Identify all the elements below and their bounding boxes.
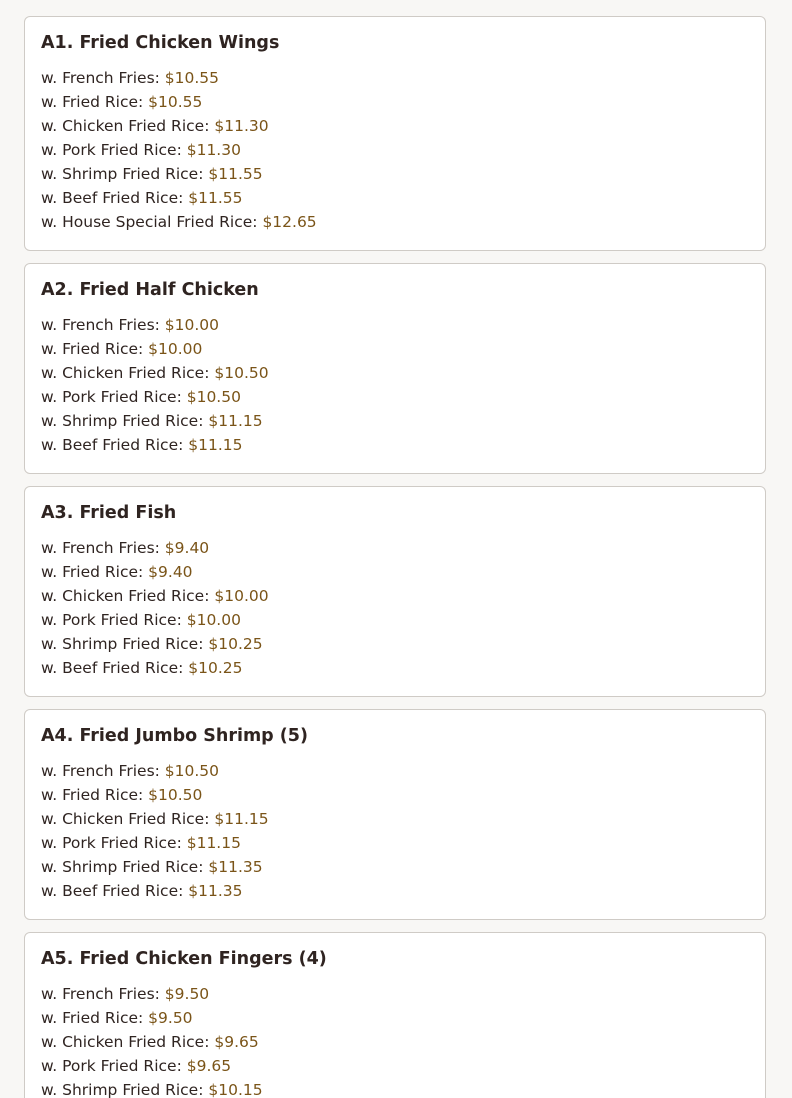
menu-item-card [24, 486, 766, 697]
option-label: w. Pork Fried Rice: [41, 834, 187, 852]
option-label: w. Beef Fried Rice: [41, 659, 189, 677]
option-row [41, 880, 269, 904]
option-price: $10.00 [214, 587, 269, 605]
option-price: $10.00 [186, 611, 241, 629]
menu-item-card [24, 16, 766, 251]
option-label: w. Chicken Fried Rice: [41, 810, 215, 828]
option-row [41, 1079, 263, 1098]
option-list [41, 760, 269, 904]
option-row [41, 163, 317, 187]
option-price: $9.65 [186, 1057, 232, 1075]
option-price: $10.00 [164, 316, 220, 334]
menu-item-card [24, 263, 766, 474]
option-list [41, 537, 269, 681]
option-price: $11.55 [208, 165, 263, 183]
option-label: w. Pork Fried Rice: [41, 1057, 187, 1075]
option-price: $10.50 [186, 388, 241, 406]
option-price: $11.15 [186, 834, 241, 852]
option-price: $10.50 [148, 786, 203, 804]
option-row [41, 139, 317, 163]
option-price: $10.50 [214, 364, 269, 382]
option-price: $9.65 [214, 1033, 259, 1051]
option-label: w. French Fries: [41, 762, 165, 780]
option-row [41, 187, 317, 211]
option-label: w. Shrimp Fried Rice: [41, 1081, 209, 1098]
menu-item-title: A1. Fried Chicken Wings [41, 33, 280, 53]
option-label: w. Beef Fried Rice: [41, 436, 189, 454]
option-price: $9.40 [164, 539, 210, 557]
option-row [41, 314, 269, 338]
option-price: $10.00 [148, 340, 203, 358]
option-price: $11.15 [208, 412, 263, 430]
option-row [41, 1031, 263, 1055]
option-price: $9.50 [148, 1009, 193, 1027]
option-price: $10.55 [148, 93, 203, 111]
option-label: w. Fried Rice: [41, 786, 149, 804]
option-price: $9.40 [148, 563, 193, 581]
option-list [41, 314, 269, 458]
option-row [41, 1007, 263, 1031]
option-label: w. French Fries: [41, 539, 165, 557]
option-price: $9.50 [164, 985, 210, 1003]
option-label: w. Beef Fried Rice: [41, 189, 189, 207]
option-row [41, 561, 269, 585]
option-label: w. French Fries: [41, 985, 165, 1003]
option-label: w. Chicken Fried Rice: [41, 587, 215, 605]
option-row [41, 434, 269, 458]
menu-item-card [24, 932, 766, 1098]
menu-item-title: A2. Fried Half Chicken [41, 280, 259, 300]
option-price: $11.35 [208, 858, 263, 876]
option-row [41, 115, 317, 139]
option-label: w. Beef Fried Rice: [41, 882, 189, 900]
option-price: $10.25 [208, 635, 263, 653]
option-row [41, 657, 269, 681]
option-label: w. Shrimp Fried Rice: [41, 635, 209, 653]
option-list [41, 983, 263, 1098]
option-label: w. Chicken Fried Rice: [41, 117, 215, 135]
option-row [41, 211, 317, 235]
option-row [41, 67, 317, 91]
option-price: $12.65 [262, 213, 317, 231]
option-row [41, 585, 269, 609]
option-price: $10.50 [164, 762, 220, 780]
option-label: w. Fried Rice: [41, 340, 149, 358]
option-price: $10.25 [188, 659, 243, 677]
option-label: w. Chicken Fried Rice: [41, 364, 215, 382]
menu-item-title: A4. Fried Jumbo Shrimp (5) [41, 726, 308, 746]
option-row [41, 784, 269, 808]
option-row [41, 983, 263, 1007]
option-price: $11.55 [188, 189, 243, 207]
option-row [41, 537, 269, 561]
option-list [41, 67, 317, 235]
option-row [41, 91, 317, 115]
option-row [41, 760, 269, 784]
option-row [41, 386, 269, 410]
option-label: w. Fried Rice: [41, 93, 149, 111]
option-label: w. Shrimp Fried Rice: [41, 858, 209, 876]
menu-item-card [24, 709, 766, 920]
option-label: w. Pork Fried Rice: [41, 611, 187, 629]
option-row [41, 338, 269, 362]
option-label: w. Chicken Fried Rice: [41, 1033, 215, 1051]
menu-item-title: A5. Fried Chicken Fingers (4) [41, 949, 327, 969]
option-row [41, 832, 269, 856]
option-row [41, 1055, 263, 1079]
option-row [41, 410, 269, 434]
option-price: $11.30 [214, 117, 269, 135]
option-label: w. French Fries: [41, 316, 165, 334]
option-label: w. Shrimp Fried Rice: [41, 412, 209, 430]
option-price: $11.15 [188, 436, 243, 454]
option-label: w. Pork Fried Rice: [41, 388, 187, 406]
option-row [41, 362, 269, 386]
option-price: $10.15 [208, 1081, 263, 1098]
option-price: $11.35 [188, 882, 243, 900]
option-row [41, 609, 269, 633]
menu-item-title: A3. Fried Fish [41, 503, 177, 523]
option-row [41, 633, 269, 657]
option-label: w. House Special Fried Rice: [41, 213, 263, 231]
option-label: w. French Fries: [41, 69, 165, 87]
option-row [41, 856, 269, 880]
option-label: w. Shrimp Fried Rice: [41, 165, 209, 183]
option-label: w. Fried Rice: [41, 1009, 149, 1027]
option-price: $10.55 [164, 69, 220, 87]
option-price: $11.15 [214, 810, 269, 828]
option-price: $11.30 [186, 141, 241, 159]
option-label: w. Fried Rice: [41, 563, 149, 581]
option-label: w. Pork Fried Rice: [41, 141, 187, 159]
option-row [41, 808, 269, 832]
